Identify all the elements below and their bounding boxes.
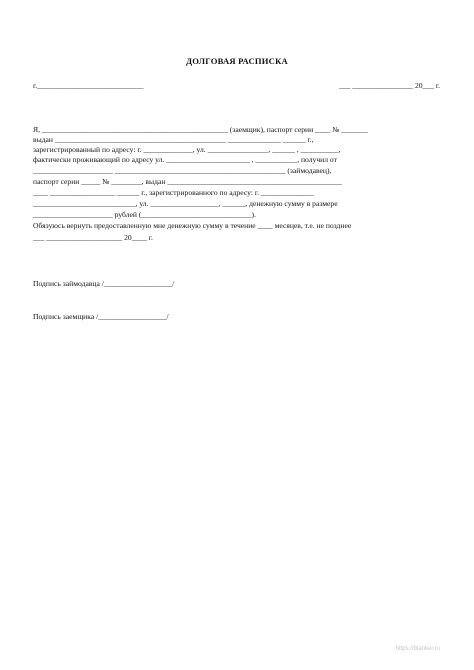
lender-signature-line: Подпись займодавца /__________________/ (33, 279, 175, 288)
body-line-5: _____________________ _____________________________________________ (займодавец), (33, 166, 332, 175)
body-line-1: Я, _________________________________________________ (заемщик), паспорт серии ____ № _______ (33, 125, 368, 134)
watermark-url: https://blanker.ru (395, 646, 440, 652)
document-title: ДОЛГОВАЯ РАСПИСКА (186, 56, 288, 66)
body-line-6: паспорт серии _____ № ________, выдан ______________________________________________ (33, 177, 342, 186)
body-line-10: Обязуюсь вернуть предоставленную мне денежную сумму в течение ____ месяцев, т.е. не позднее (33, 221, 352, 230)
body-line-4: фактически проживающий по адресу ул. ______________________ , ___________, получил от (33, 155, 337, 164)
borrower-signature-line: Подпись заемщика /__________________/ (33, 312, 169, 321)
date-field: ___ ________________ 20___ г. (339, 81, 440, 90)
body-line-3: зарегистрированный по адресу: г. _____________, ул. ________________, ______ , __________, (33, 145, 341, 154)
body-line-8: ___________________________, ул. __________________, ______, денежную сумму в размере (33, 199, 338, 208)
body-line-7: ____ _________________ ______ г., зарегистрированного по адресу: г. ______________ (33, 188, 315, 197)
body-line-11: ___ ____________________ 20____ г. (33, 233, 153, 242)
body-line-2: выдан _____________________________________________ ______________ ______ г., (33, 135, 314, 144)
city-field: г.____________________________ (33, 81, 144, 90)
body-line-9: _____________________ рублей (_____________________________). (33, 210, 256, 219)
